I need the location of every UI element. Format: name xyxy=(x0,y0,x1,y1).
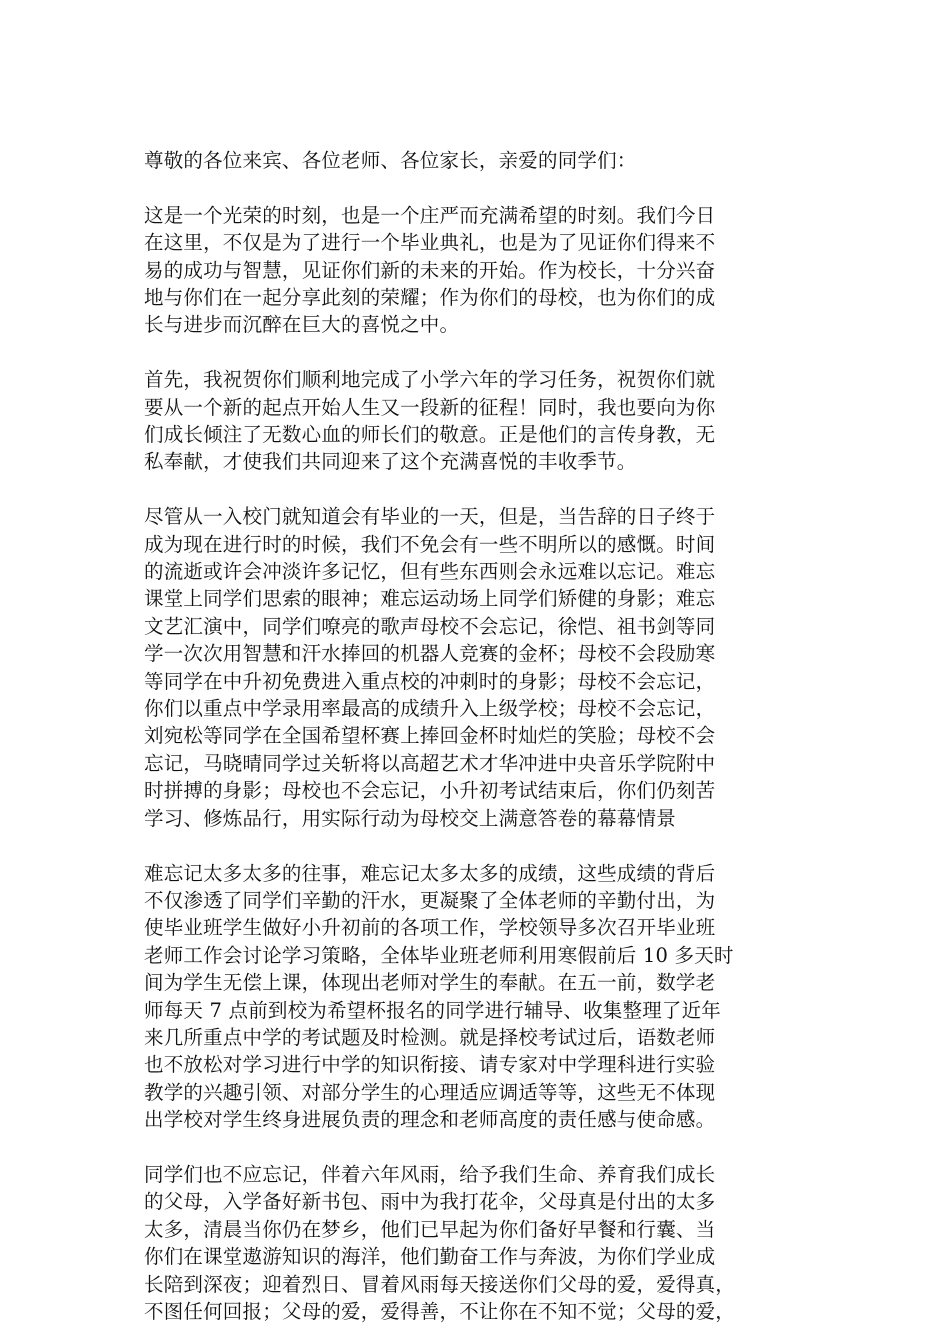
paragraph-congratulations: 首先，我祝贺你们顺利地完成了小学六年的学习任务，祝贺你们就 要从一个新的起点开始人生又一段新的征程！同时，我也要向为你 们成长倾注了无数心血的师长们的敬意。正是他们的言传身教，无 私奉献，才使我们共同迎来了这个充满喜悦的丰收季节。 xyxy=(144,368,716,474)
paragraph-teachers-effort: 难忘记太多太多的往事，难忘记太多太多的成绩，这些成绩的背后 不仅渗透了同学们辛勤的汗水，更凝聚了全体老师的辛勤付出，为 使毕业班学生做好小升初前的各项工作，学校领导多次召开毕业班 老师工作会讨论学习策略，全体毕业班老师利用寒假前后 10 多天时 间为学生无偿上课，体现出老师对学生的奉献。在五一前，数学老 师每天 7 点前到校为希望杯报名的同学进行辅导、收集整理了近年 来几所重点中学的考试题及时检测。就是择校考试过后，语数老师 也不放松对学习进行中学的知识衔接、请专家对中学理科进行实验 教学的兴趣引领、对部分学生的心理适应调适等等，这些无不体现 出学校对学生终身进展负责的理念和老师高度的责任感与使命感。 xyxy=(144,861,734,1132)
paragraph-parents-love: 同学们也不应忘记，伴着六年风雨，给予我们生命、养育我们成长 的父母，入学备好新书包、雨中为我打花伞，父母真是付出的太多 太多，清晨当你仍在梦乡，他们已早起为你们备好早餐和行囊、当 你们在课堂遨游知识的海洋，他们勤奋工作与奔波，为你们学业成 长陪到深夜；迎着烈日、冒着风雨每天接送你们父母的爱，爱得真， 不图任何回报；父母的爱，爱得善，不让你在不知不觉；父母的爱， xyxy=(144,1162,736,1323)
greeting-line: 尊敬的各位来宾、各位老师、各位家长，亲爱的同学们： xyxy=(144,149,637,172)
paragraph-memories: 尽管从一入校门就知道会有毕业的一天，但是，当告辞的日子终于 成为现在进行时的时候，我们不免会有一些不明所以的感慨。时间 的流逝或许会冲淡许多记忆，但有些东西则会永远难以忘记。难忘 课堂上同学们思索的眼神；难忘运动场上同学们矫健的身影；难忘 文艺汇演中，同学们嘹亮的歌声母校不会忘记，徐恺、祖书剑等同 学一次次用智慧和汗水捧回的机器人竞赛的金杯；母校不会段励寒 等同学在中升初免费进入重点校的冲刺时的身影；母校不会忘记， 你们以重点中学录用率最高的成绩升入上级学校；母校不会忘记， 刘宛松等同学在全国希望杯赛上捧回金杯时灿烂的笑脸；母校不会 忘记，马晓晴同学过关斩将以高超艺术才华冲进中央音乐学院附中 时拼搏的身影；母校也不会忘记，小升初考试结束后，你们仍刻苦 学习、修炼品行，用实际行动为母校交上满意答卷的幕幕情景 xyxy=(144,505,716,830)
paragraph-honor-moment: 这是一个光荣的时刻，也是一个庄严而充满希望的时刻。我们今日 在这里，不仅是为了进行一个毕业典礼，也是为了见证你们得来不 易的成功与智慧，见证你们新的未来的开始。作为校长，十分兴奋 地与你们在一起分享此刻的荣耀；作为你们的母校，也为你们的成 长与进步而沉醉在巨大的喜悦之中。 xyxy=(144,203,716,337)
speech-body xyxy=(144,147,816,1325)
